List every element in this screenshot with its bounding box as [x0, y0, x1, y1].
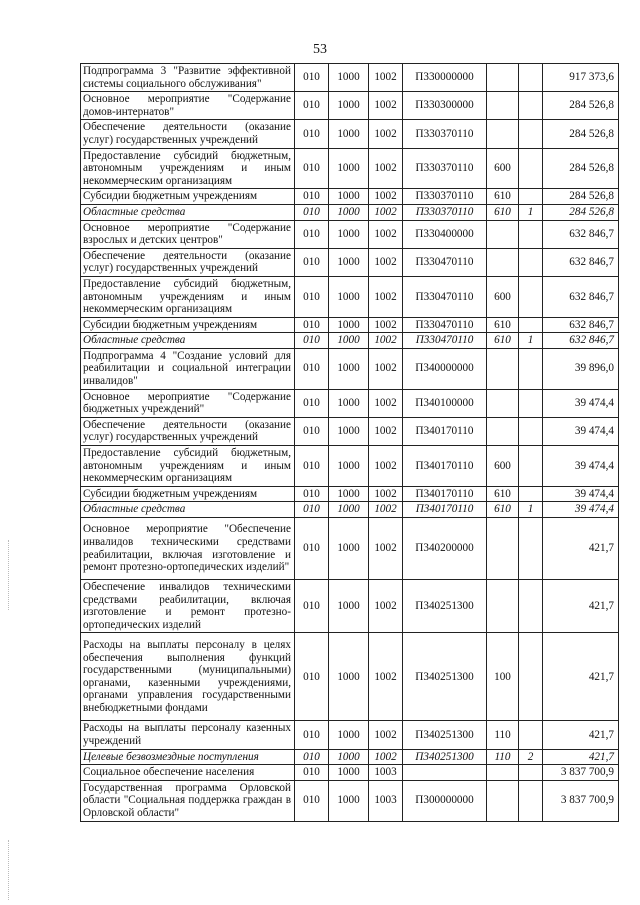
funding-source-cell: 2	[519, 749, 543, 765]
table-row	[81, 765, 619, 781]
funding-source-cell	[519, 721, 543, 749]
amount-cell: 284 526,8	[543, 120, 619, 148]
subsection-code-cell: 1002	[369, 417, 403, 445]
target-article-cell: П330400000	[403, 220, 487, 248]
section-code-cell: 1000	[329, 248, 369, 276]
funding-source-cell	[519, 189, 543, 205]
amount-cell: 632 846,7	[543, 276, 619, 317]
target-article-cell: П340170110	[403, 502, 487, 518]
table-row	[81, 580, 619, 633]
expense-type-cell: 100	[487, 633, 519, 721]
row-name-cell: Предоставление субсидий бюджетным, автономным учреждениям и иным некоммерческим организациям	[81, 148, 295, 189]
section-code-cell: 1000	[329, 721, 369, 749]
target-article-cell: П340100000	[403, 389, 487, 417]
admin-code-cell: 010	[295, 92, 329, 120]
admin-code-cell: 010	[295, 633, 329, 721]
admin-code-cell: 010	[295, 120, 329, 148]
subsection-code-cell: 1002	[369, 333, 403, 349]
amount-cell: 421,7	[543, 633, 619, 721]
funding-source-cell	[519, 348, 543, 389]
row-name-cell: Предоставление субсидий бюджетным, автономным учреждениям и иным некоммерческим организациям	[81, 446, 295, 487]
target-article-cell: П340200000	[403, 518, 487, 580]
expense-type-cell: 610	[487, 317, 519, 333]
target-article-cell: П340251300	[403, 580, 487, 633]
row-name-cell: Основное мероприятие "Обеспечение инвалидов техническими средствами реабилитации, включая изготовление и ремонт протезно-ортопедических изделий"	[81, 518, 295, 580]
target-article-cell	[403, 765, 487, 781]
section-code-cell: 1000	[329, 276, 369, 317]
funding-source-cell	[519, 317, 543, 333]
row-name-cell: Предоставление субсидий бюджетным, автономным учреждениям и иным некоммерческим организациям	[81, 276, 295, 317]
table-row	[81, 417, 619, 445]
amount-cell: 632 846,7	[543, 333, 619, 349]
expense-type-cell: 600	[487, 148, 519, 189]
funding-source-cell	[519, 248, 543, 276]
section-code-cell: 1000	[329, 204, 369, 220]
funding-source-cell: 1	[519, 502, 543, 518]
funding-source-cell	[519, 580, 543, 633]
row-name-cell: Целевые безвозмездные поступления	[81, 749, 295, 765]
subsection-code-cell: 1002	[369, 721, 403, 749]
amount-cell: 632 846,7	[543, 248, 619, 276]
funding-source-cell	[519, 64, 543, 92]
amount-cell: 421,7	[543, 749, 619, 765]
table-row	[81, 92, 619, 120]
subsection-code-cell: 1002	[369, 749, 403, 765]
funding-source-cell	[519, 220, 543, 248]
expense-type-cell	[487, 348, 519, 389]
subsection-code-cell: 1002	[369, 276, 403, 317]
amount-cell: 284 526,8	[543, 204, 619, 220]
amount-cell: 39 474,4	[543, 417, 619, 445]
target-article-cell: П340000000	[403, 348, 487, 389]
subsection-code-cell: 1002	[369, 348, 403, 389]
expense-type-cell	[487, 220, 519, 248]
amount-cell: 39 474,4	[543, 486, 619, 502]
admin-code-cell: 010	[295, 518, 329, 580]
budget-table-body	[81, 64, 619, 822]
admin-code-cell: 010	[295, 765, 329, 781]
row-name-cell: Основное мероприятие "Содержание бюджетных учреждений"	[81, 389, 295, 417]
page-number: 53	[313, 42, 327, 57]
target-article-cell: П330370110	[403, 204, 487, 220]
table-row	[81, 446, 619, 487]
expense-type-cell	[487, 64, 519, 92]
table-row	[81, 749, 619, 765]
margin-binding-marks	[8, 540, 11, 610]
subsection-code-cell: 1003	[369, 780, 403, 821]
row-name-cell: Расходы на выплаты персоналу в целях обеспечения выполнения функций государственными (муниципальными) органами, казенными учреждениями, органами управления государственными внебюджетными фондами	[81, 633, 295, 721]
target-article-cell: П300000000	[403, 780, 487, 821]
row-name-cell: Областные средства	[81, 204, 295, 220]
row-name-cell: Основное мероприятие "Содержание взрослых и детских центров"	[81, 220, 295, 248]
table-row	[81, 248, 619, 276]
table-row	[81, 518, 619, 580]
row-name-cell: Областные средства	[81, 333, 295, 349]
target-article-cell: П330000000	[403, 64, 487, 92]
expense-type-cell: 600	[487, 446, 519, 487]
subsection-code-cell: 1002	[369, 92, 403, 120]
expense-type-cell: 600	[487, 276, 519, 317]
section-code-cell: 1000	[329, 120, 369, 148]
table-row	[81, 780, 619, 821]
amount-cell: 39 896,0	[543, 348, 619, 389]
expense-type-cell	[487, 580, 519, 633]
target-article-cell: П340251300	[403, 633, 487, 721]
subsection-code-cell: 1002	[369, 204, 403, 220]
funding-source-cell: 1	[519, 204, 543, 220]
section-code-cell: 1000	[329, 633, 369, 721]
funding-source-cell	[519, 389, 543, 417]
target-article-cell: П340170110	[403, 486, 487, 502]
funding-source-cell	[519, 148, 543, 189]
admin-code-cell: 010	[295, 348, 329, 389]
subsection-code-cell: 1002	[369, 64, 403, 92]
admin-code-cell: 010	[295, 64, 329, 92]
amount-cell: 421,7	[543, 518, 619, 580]
section-code-cell: 1000	[329, 348, 369, 389]
amount-cell: 284 526,8	[543, 148, 619, 189]
subsection-code-cell: 1002	[369, 446, 403, 487]
admin-code-cell: 010	[295, 780, 329, 821]
subsection-code-cell: 1002	[369, 633, 403, 721]
subsection-code-cell: 1002	[369, 148, 403, 189]
admin-code-cell: 010	[295, 276, 329, 317]
admin-code-cell: 010	[295, 220, 329, 248]
funding-source-cell	[519, 120, 543, 148]
expense-type-cell: 610	[487, 333, 519, 349]
section-code-cell: 1000	[329, 486, 369, 502]
row-name-cell: Государственная программа Орловской области "Социальная поддержка граждан в Орловской области"	[81, 780, 295, 821]
section-code-cell: 1000	[329, 189, 369, 205]
funding-source-cell: 1	[519, 333, 543, 349]
admin-code-cell: 010	[295, 417, 329, 445]
amount-cell: 3 837 700,9	[543, 780, 619, 821]
admin-code-cell: 010	[295, 721, 329, 749]
expense-type-cell	[487, 92, 519, 120]
row-name-cell: Обеспечение инвалидов техническими средствами реабилитации, включая изготовление и ремонт протезно-ортопедических изделий	[81, 580, 295, 633]
section-code-cell: 1000	[329, 92, 369, 120]
subsection-code-cell: 1002	[369, 502, 403, 518]
admin-code-cell: 010	[295, 486, 329, 502]
table-row	[81, 220, 619, 248]
margin-binding-marks	[8, 840, 11, 900]
funding-source-cell	[519, 486, 543, 502]
amount-cell: 632 846,7	[543, 317, 619, 333]
expense-type-cell	[487, 389, 519, 417]
target-article-cell: П330470110	[403, 333, 487, 349]
subsection-code-cell: 1002	[369, 189, 403, 205]
amount-cell: 39 474,4	[543, 446, 619, 487]
admin-code-cell: 010	[295, 189, 329, 205]
subsection-code-cell: 1002	[369, 518, 403, 580]
funding-source-cell	[519, 633, 543, 721]
section-code-cell: 1000	[329, 518, 369, 580]
subsection-code-cell: 1002	[369, 486, 403, 502]
section-code-cell: 1000	[329, 502, 369, 518]
table-row	[81, 120, 619, 148]
table-row	[81, 189, 619, 205]
row-name-cell: Основное мероприятие "Содержание домов-интернатов"	[81, 92, 295, 120]
section-code-cell: 1000	[329, 765, 369, 781]
table-row	[81, 486, 619, 502]
subsection-code-cell: 1002	[369, 580, 403, 633]
admin-code-cell: 010	[295, 204, 329, 220]
table-row	[81, 148, 619, 189]
row-name-cell: Обеспечение деятельности (оказание услуг) государственных учреждений	[81, 248, 295, 276]
subsection-code-cell: 1002	[369, 317, 403, 333]
target-article-cell: П330470110	[403, 276, 487, 317]
section-code-cell: 1000	[329, 333, 369, 349]
amount-cell: 632 846,7	[543, 220, 619, 248]
target-article-cell: П330470110	[403, 248, 487, 276]
target-article-cell: П340170110	[403, 446, 487, 487]
table-row	[81, 204, 619, 220]
section-code-cell: 1000	[329, 148, 369, 189]
row-name-cell: Субсидии бюджетным учреждениям	[81, 486, 295, 502]
expense-type-cell: 110	[487, 749, 519, 765]
admin-code-cell: 010	[295, 580, 329, 633]
target-article-cell: П340170110	[403, 417, 487, 445]
table-row	[81, 502, 619, 518]
admin-code-cell: 010	[295, 248, 329, 276]
row-name-cell: Субсидии бюджетным учреждениям	[81, 317, 295, 333]
subsection-code-cell: 1002	[369, 248, 403, 276]
table-row	[81, 721, 619, 749]
row-name-cell: Обеспечение деятельности (оказание услуг) государственных учреждений	[81, 120, 295, 148]
admin-code-cell: 010	[295, 148, 329, 189]
row-name-cell: Подпрограмма 3 "Развитие эффективной системы социального обслуживания"	[81, 64, 295, 92]
funding-source-cell	[519, 518, 543, 580]
amount-cell: 917 373,6	[543, 64, 619, 92]
target-article-cell: П340251300	[403, 721, 487, 749]
admin-code-cell: 010	[295, 333, 329, 349]
expense-type-cell: 610	[487, 189, 519, 205]
funding-source-cell	[519, 92, 543, 120]
table-row	[81, 348, 619, 389]
expense-type-cell	[487, 518, 519, 580]
row-name-cell: Обеспечение деятельности (оказание услуг) государственных учреждений	[81, 417, 295, 445]
admin-code-cell: 010	[295, 749, 329, 765]
expense-type-cell	[487, 248, 519, 276]
row-name-cell: Расходы на выплаты персоналу казенных учреждений	[81, 721, 295, 749]
subsection-code-cell: 1003	[369, 765, 403, 781]
table-row	[81, 64, 619, 92]
amount-cell: 421,7	[543, 721, 619, 749]
funding-source-cell	[519, 417, 543, 445]
section-code-cell: 1000	[329, 64, 369, 92]
target-article-cell: П330370110	[403, 148, 487, 189]
section-code-cell: 1000	[329, 389, 369, 417]
funding-source-cell	[519, 780, 543, 821]
subsection-code-cell: 1002	[369, 220, 403, 248]
table-row	[81, 276, 619, 317]
table-row	[81, 317, 619, 333]
expense-type-cell: 610	[487, 486, 519, 502]
admin-code-cell: 010	[295, 389, 329, 417]
amount-cell: 284 526,8	[543, 92, 619, 120]
target-article-cell: П330370110	[403, 189, 487, 205]
subsection-code-cell: 1002	[369, 389, 403, 417]
target-article-cell: П330300000	[403, 92, 487, 120]
expense-type-cell: 610	[487, 502, 519, 518]
table-row	[81, 633, 619, 721]
table-row	[81, 333, 619, 349]
expense-type-cell	[487, 765, 519, 781]
amount-cell: 39 474,4	[543, 389, 619, 417]
funding-source-cell	[519, 446, 543, 487]
amount-cell: 39 474,4	[543, 502, 619, 518]
budget-table	[80, 63, 619, 822]
expense-type-cell: 610	[487, 204, 519, 220]
section-code-cell: 1000	[329, 749, 369, 765]
target-article-cell: П330370110	[403, 120, 487, 148]
admin-code-cell: 010	[295, 502, 329, 518]
row-name-cell: Подпрограмма 4 "Создание условий для реабилитации и социальной интеграции инвалидов"	[81, 348, 295, 389]
expense-type-cell	[487, 120, 519, 148]
section-code-cell: 1000	[329, 220, 369, 248]
row-name-cell: Социальное обеспечение населения	[81, 765, 295, 781]
target-article-cell: П340251300	[403, 749, 487, 765]
section-code-cell: 1000	[329, 780, 369, 821]
section-code-cell: 1000	[329, 417, 369, 445]
admin-code-cell: 010	[295, 317, 329, 333]
section-code-cell: 1000	[329, 446, 369, 487]
section-code-cell: 1000	[329, 580, 369, 633]
section-code-cell: 1000	[329, 317, 369, 333]
amount-cell: 421,7	[543, 580, 619, 633]
subsection-code-cell: 1002	[369, 120, 403, 148]
amount-cell: 284 526,8	[543, 189, 619, 205]
table-row	[81, 389, 619, 417]
row-name-cell: Субсидии бюджетным учреждениям	[81, 189, 295, 205]
funding-source-cell	[519, 276, 543, 317]
amount-cell: 3 837 700,9	[543, 765, 619, 781]
target-article-cell: П330470110	[403, 317, 487, 333]
funding-source-cell	[519, 765, 543, 781]
expense-type-cell	[487, 780, 519, 821]
expense-type-cell	[487, 417, 519, 445]
expense-type-cell: 110	[487, 721, 519, 749]
row-name-cell: Областные средства	[81, 502, 295, 518]
admin-code-cell: 010	[295, 446, 329, 487]
